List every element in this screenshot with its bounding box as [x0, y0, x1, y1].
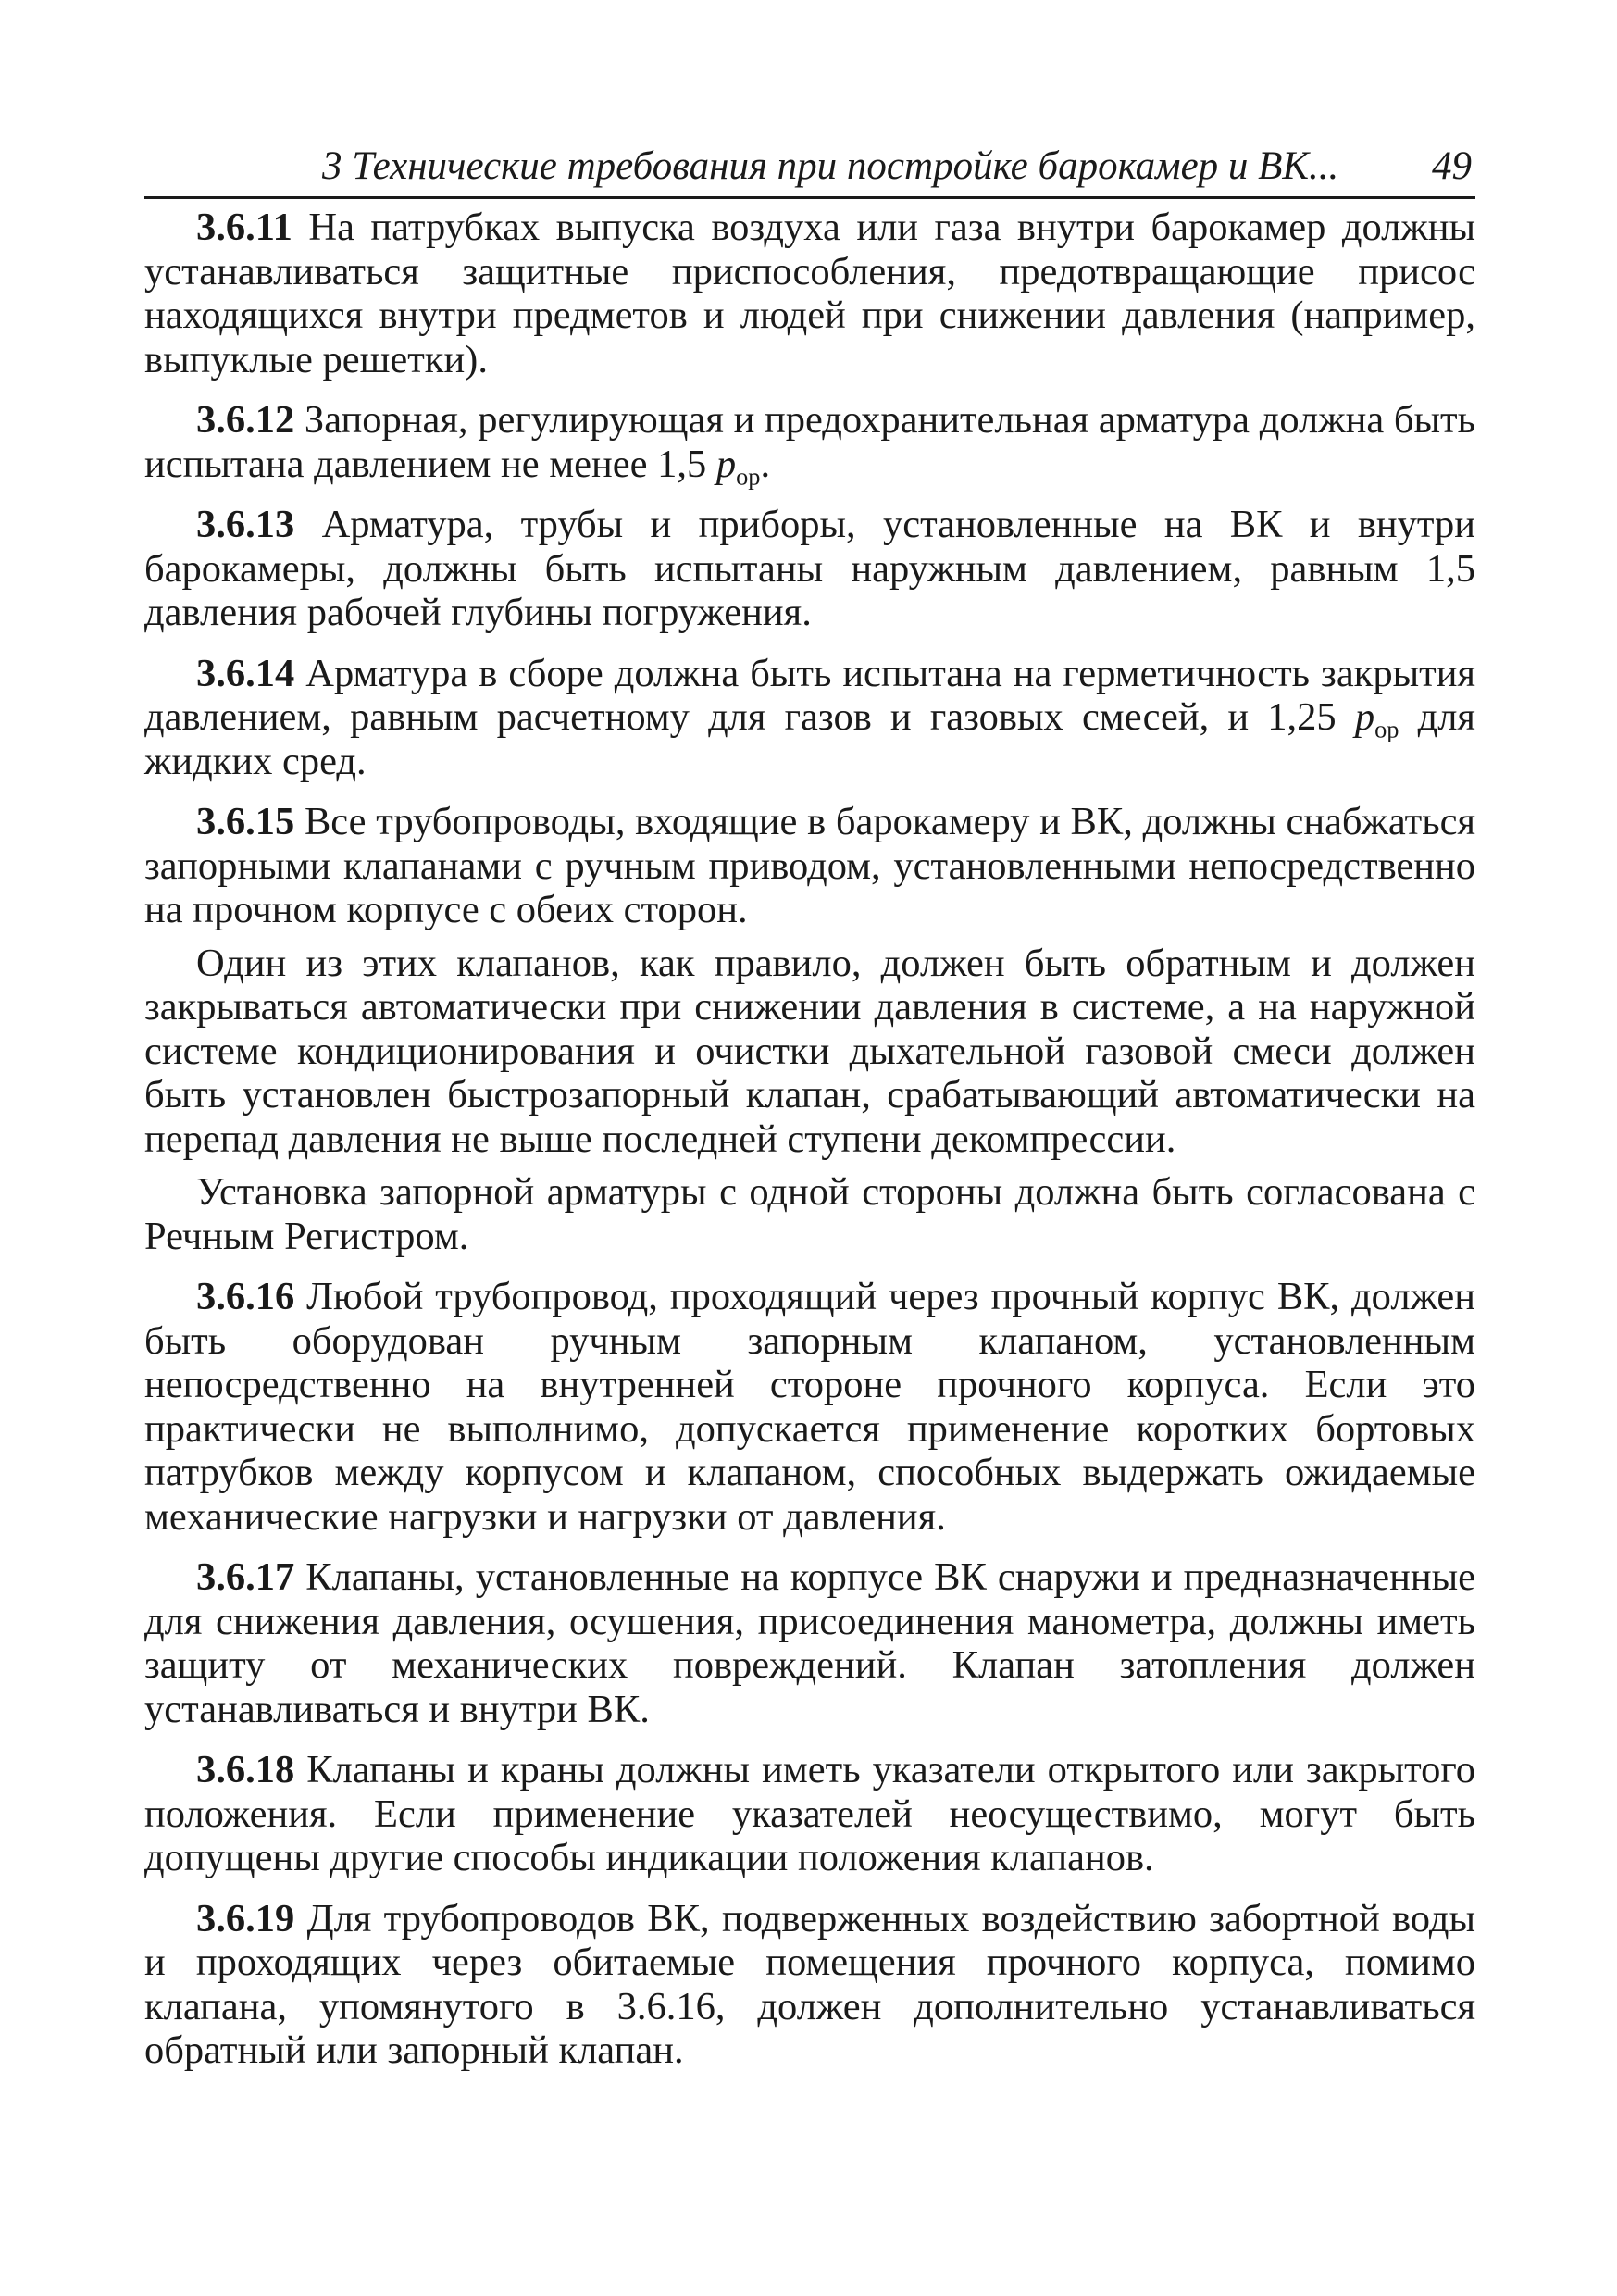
section-text-end: для жидких сред. [144, 695, 1475, 783]
section-number: 3.6.15 [196, 800, 295, 843]
section-3-6-14 [144, 652, 1475, 784]
section-text: Запорная, регулирующая и предохранительная арматура должна быть испытана давлением не менее 1,5 [144, 398, 1476, 486]
section-3-6-12 [144, 398, 1476, 490]
section-3-6-18 [144, 1748, 1475, 1880]
section-number: 3.6.14 [196, 651, 295, 695]
section-3-6-15-paragraph-2 [144, 942, 1475, 1162]
section-3-6-16 [144, 1275, 1475, 1539]
section-text: Все трубопроводы, входящие в барокамеру и ВК, должны снабжаться запорными клапанами с ручным приводом, установленными непосредственно на прочном корпусе с обеих сторон. [144, 800, 1475, 931]
pressure-subscript: ор [1374, 716, 1399, 743]
section-text: Арматура в сборе должна быть испытана на герметичность закрытия давлением, равным расчетному для газов и газовых смесей, и 1,25 [144, 651, 1475, 739]
section-3-6-17 [144, 1555, 1475, 1731]
page-header [144, 137, 1475, 199]
page-body [144, 206, 1475, 2073]
section-3-6-13 [144, 503, 1475, 635]
section-text: Для трубопроводов ВК, подверженных воздействию забортной воды и проходящих через обитаемые помещения прочного корпуса, помимо клапана, упомянутого в 3.6.16, должен дополнительно устанавливаться обратный или запорный клапан. [144, 1896, 1476, 2072]
section-number: 3.6.17 [196, 1555, 295, 1599]
section-number: 3.6.12 [196, 398, 295, 442]
section-text-end: . [760, 442, 771, 486]
pressure-symbol: p [1354, 695, 1375, 739]
running-title: 3 Технические требования при постройке барокамер и ВК... [322, 144, 1339, 188]
section-3-6-19 [144, 1897, 1475, 2073]
section-3-6-11 [144, 206, 1475, 381]
section-number: 3.6.11 [196, 206, 292, 249]
section-text: На патрубках выпуска воздуха или газа внутри барокамер должны устанавливаться защитные приспособления, предотвращающие присос находящихся внутри предметов и людей при снижении давления (например, выпуклые решетки). [144, 206, 1476, 381]
section-3-6-15 [144, 800, 1475, 932]
section-text: Любой трубопровод, проходящий через прочный корпус ВК, должен быть оборудован ручным запорным клапаном, установленным непосредственно на внутренней стороне прочного корпуса. Если это практически не выполнимо, допускается применение коротких бортовых патрубков между корпусом и клапаном, способных выдержать ожидаемые механические нагрузки и нагрузки от давления. [144, 1275, 1475, 1539]
section-number: 3.6.19 [196, 1896, 295, 1940]
section-text: Клапаны и краны должны иметь указатели открытого или закрытого положения. Если применение указателей неосуществимо, могут быть допущены другие способы индикации положения клапанов. [144, 1748, 1476, 1879]
section-3-6-15-paragraph-3 [144, 1170, 1475, 1258]
section-text: Арматура, трубы и приборы, установленные на ВК и внутри барокамеры, должны быть испытаны наружным давлением, равным 1,5 давления рабочей глубины погружения. [144, 503, 1475, 634]
pressure-symbol: p [715, 442, 737, 486]
section-text: Клапаны, установленные на корпусе ВК снаружи и предназначенные для снижения давления, осушения, присоединения манометра, должны иметь защиту от механических повреждений. Клапан затопления должен устанавливаться и внутри ВК. [144, 1555, 1475, 1731]
section-number: 3.6.13 [196, 503, 295, 546]
pressure-subscript: ор [736, 462, 761, 490]
paragraph-text: Установка запорной арматуры с одной стороны должна быть согласована с Речным Регистром. [144, 1170, 1475, 1258]
page-number: 49 [1432, 144, 1472, 188]
section-number: 3.6.18 [196, 1748, 295, 1791]
section-number: 3.6.16 [196, 1275, 295, 1318]
paragraph-text: Один из этих клапанов, как правило, должен быть обратным и должен закрываться автоматически при снижении давления в системе, а на наружной системе кондиционирования и очистки дыхательной газовой смеси должен быть установлен быстрозапорный клапан, срабатывающий автоматически на перепад давления не выше последней ступени декомпрессии. [144, 941, 1475, 1161]
